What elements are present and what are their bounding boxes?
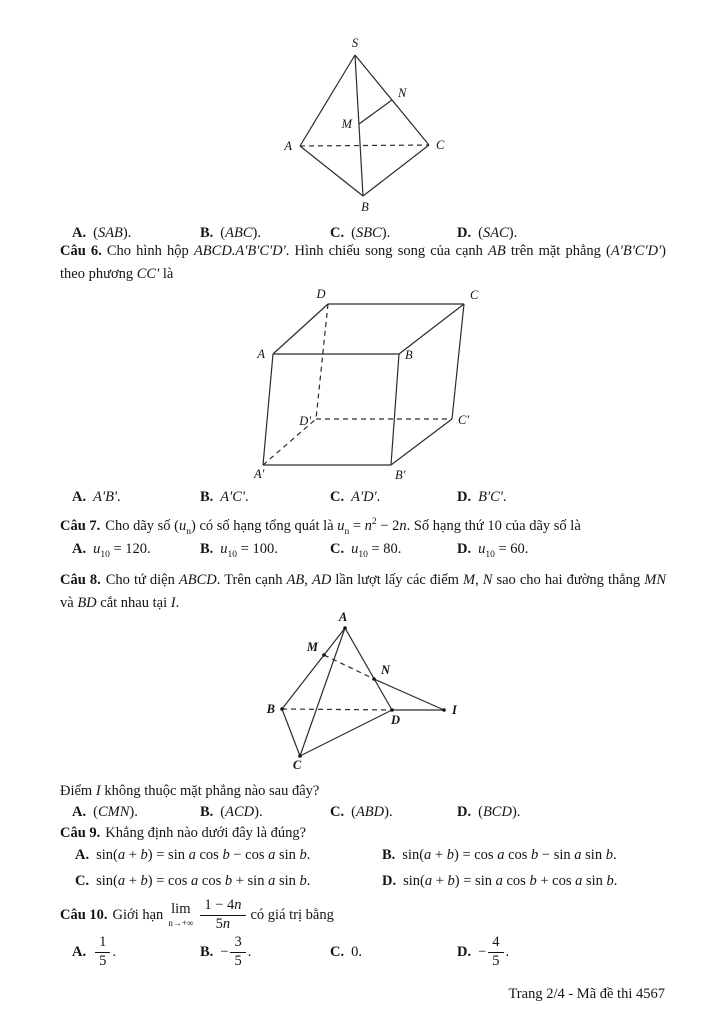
- vertex-label-a-prime: A': [254, 467, 265, 481]
- q6-stem: [60, 240, 666, 285]
- option-q10-b: [200, 928, 330, 976]
- option-q8-d: [457, 803, 666, 821]
- fraction-denominator: 5n: [215, 915, 231, 932]
- q7-options: [72, 540, 666, 564]
- option-q9-b: [382, 845, 666, 871]
- option-letter: C.: [75, 873, 90, 889]
- option-letter: D.: [457, 943, 472, 960]
- vertex-label-a: A: [338, 612, 348, 624]
- option-value: (ACD).: [220, 804, 263, 820]
- option-suffix: .: [247, 943, 252, 960]
- option-letter: D.: [382, 873, 397, 889]
- question-number: Câu 9.: [60, 825, 101, 841]
- figure-tetrahedron-abcd: [255, 612, 465, 780]
- option-value: A'B'.: [93, 489, 121, 505]
- vertex-label-a: A: [284, 139, 292, 153]
- option-fraction: $\frac{4}{5}$: [488, 935, 503, 970]
- question-text: Điểm I không thuộc mặt phẳng nào sau đây?: [60, 783, 320, 799]
- q7-stem: [60, 511, 666, 543]
- q8-options: [72, 803, 666, 821]
- question-number: Câu 7.: [60, 517, 101, 534]
- option-letter: B.: [200, 225, 214, 241]
- option-q8-c: [330, 803, 457, 821]
- option-sign: −: [220, 943, 229, 960]
- option-value: $u_{10} = 60$.: [478, 541, 529, 560]
- option-value: sin(a + b) = cos a cos b − sin a sin b.: [402, 847, 617, 863]
- option-letter: A.: [72, 804, 87, 820]
- option-q9-d: [382, 871, 666, 897]
- option-value: (SAC).: [478, 225, 518, 241]
- lim-word: lim: [171, 901, 191, 918]
- vertex-label-a: A: [257, 347, 265, 361]
- option-fraction: $\frac{3}{5}$: [230, 935, 245, 970]
- option-sign: −: [478, 943, 487, 960]
- vertex-label-c: C: [470, 288, 479, 302]
- pyramid-edges: [300, 55, 429, 196]
- q8-subquestion: [60, 780, 666, 803]
- option-q7-b: [200, 540, 330, 564]
- option-letter: D.: [457, 541, 472, 557]
- vertex-label-n: N: [381, 663, 391, 677]
- option-letter: B.: [200, 489, 214, 505]
- option-letter: A.: [75, 847, 90, 863]
- q6-options: [72, 488, 666, 506]
- option-value: (ABD).: [351, 804, 393, 820]
- question-text: Cho dãy số $(u_n)$ có số hạng tổng quát là $u_n = n^2 - 2n$. Số hạng thứ 10 của dãy số là: [105, 517, 581, 537]
- lim-subscript: n→+∞: [168, 917, 194, 928]
- option-letter: C.: [330, 943, 345, 960]
- option-letter: B.: [382, 847, 396, 863]
- q9-options: [75, 845, 666, 897]
- fraction-numerator: 1 − 4n: [200, 898, 245, 916]
- question-text: Cho hình hộp ABCD.A'B'C'D'. Hình chiếu song song của cạnh AB trên mặt phẳng (A'B'C'D') theo phương CC' là: [60, 243, 666, 282]
- option-value: $u_{10} = 80$.: [351, 541, 402, 560]
- question-number: Câu 10.: [60, 906, 108, 923]
- vertex-label-n: N: [398, 86, 407, 100]
- option-value: 0.: [351, 943, 362, 960]
- option-q7-c: [330, 540, 457, 564]
- vertex-label-d: D: [316, 288, 326, 301]
- option-q10-c: [330, 928, 457, 976]
- option-letter: A.: [72, 489, 87, 505]
- vertex-label-b: B: [361, 200, 369, 214]
- option-letter: A.: [72, 943, 87, 960]
- option-q7-d: [457, 540, 666, 564]
- page-footer: Trang 2/4 - Mã đề thi 4567: [508, 986, 665, 1002]
- figure-pyramid-sabc: [280, 33, 455, 218]
- option-value: (CMN).: [93, 804, 138, 820]
- option-letter: C.: [330, 225, 345, 241]
- option-letter: A.: [72, 541, 87, 557]
- option-value: sin(a + b) = sin a cos b − cos a sin b.: [96, 847, 311, 863]
- vertex-label-b: B: [266, 702, 275, 716]
- option-value: (ABC).: [220, 225, 261, 241]
- vertex-label-d-prime: D': [299, 414, 311, 428]
- option-letter: D.: [457, 225, 472, 241]
- option-q8-b: [200, 803, 330, 821]
- option-suffix: .: [112, 943, 116, 960]
- option-letter: A.: [72, 225, 87, 241]
- option-value: (SAB).: [93, 225, 132, 241]
- question-text: Khẳng định nào dưới đây là đúng?: [105, 825, 307, 841]
- box-edges: [263, 304, 464, 465]
- option-q6-b: [200, 488, 330, 506]
- option-q10-a: [72, 928, 200, 976]
- figure-box-abcd: [245, 288, 480, 488]
- option-letter: B.: [200, 943, 214, 960]
- option-letter: D.: [457, 804, 472, 820]
- vertex-label-c: C: [436, 138, 445, 152]
- option-letter: C.: [330, 489, 345, 505]
- option-letter: C.: [330, 804, 345, 820]
- option-q6-c: [330, 488, 457, 506]
- option-letter: B.: [200, 541, 214, 557]
- vertex-label-m: M: [341, 117, 352, 131]
- vertex-label-c-prime: C': [458, 413, 470, 427]
- option-fraction: $\frac{1}{5}$: [95, 935, 110, 970]
- option-q8-a: [72, 803, 200, 821]
- q10-options: [72, 928, 666, 976]
- option-q10-d: [457, 928, 666, 976]
- option-value: (SBC).: [351, 225, 391, 241]
- vertex-label-s: S: [351, 36, 359, 50]
- question-number: Câu 6.: [60, 243, 102, 259]
- option-value: $u_{10} = 100$.: [220, 541, 278, 560]
- option-letter: B.: [200, 804, 214, 820]
- question-text-pre: Giới hạn: [112, 906, 164, 923]
- option-value: sin(a + b) = cos a cos b + sin a sin b.: [96, 873, 311, 889]
- option-suffix: .: [505, 943, 510, 960]
- option-q7-a: [72, 540, 200, 564]
- vertex-label-i: I: [452, 703, 457, 717]
- vertex-label-d: D: [391, 713, 401, 727]
- question-number: Câu 8.: [60, 572, 101, 588]
- option-letter: D.: [457, 489, 472, 505]
- vertex-label-b: B: [405, 348, 413, 362]
- option-value: B'C'.: [478, 489, 507, 505]
- option-letter: C.: [330, 541, 345, 557]
- option-q6-d: [457, 488, 666, 506]
- option-value: A'D'.: [351, 489, 381, 505]
- option-q9-a: [75, 845, 382, 871]
- q8-stem: [60, 569, 666, 614]
- option-value: $u_{10} = 120$.: [93, 541, 151, 560]
- option-value: (BCD).: [478, 804, 521, 820]
- question-text: Cho tứ diện ABCD. Trên cạnh AB, AD lần lượt lấy các điểm M, N sao cho hai đường thẳng MN và BD cắt nhau tại I.: [60, 572, 666, 611]
- tetrahedron-points: [280, 626, 446, 758]
- option-value: sin(a + b) = sin a cos b + cos a sin b.: [403, 873, 618, 889]
- limit-operator: [168, 902, 193, 928]
- vertex-label-b-prime: B': [395, 468, 406, 482]
- option-q6-a: [72, 488, 200, 506]
- vertex-label-m: M: [306, 640, 318, 654]
- question-text-post: có giá trị bằng: [250, 906, 334, 923]
- vertex-label-c: C: [292, 758, 302, 772]
- option-value: A'C'.: [220, 489, 249, 505]
- q9-stem: [60, 822, 666, 845]
